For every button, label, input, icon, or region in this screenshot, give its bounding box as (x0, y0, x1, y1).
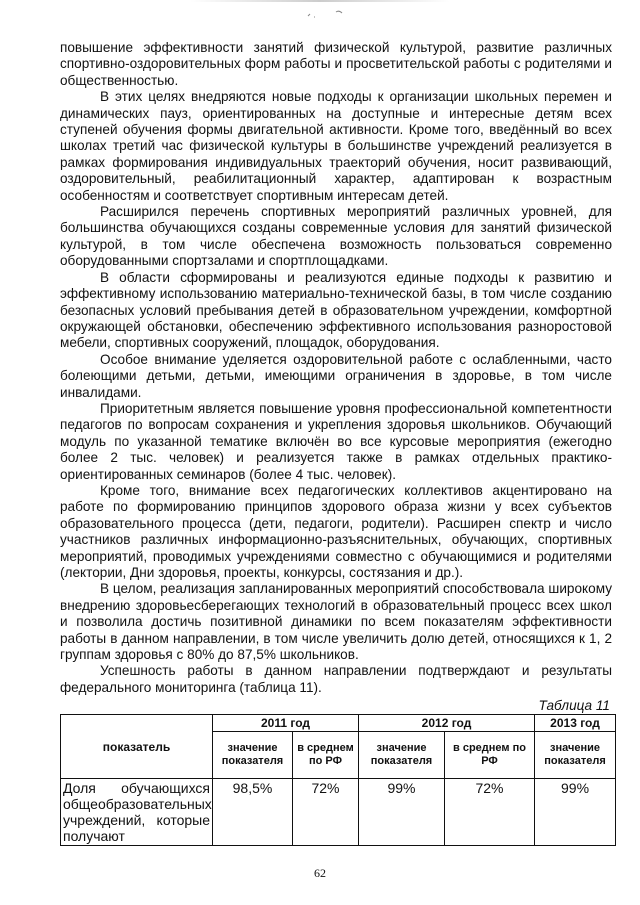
year-header-2013: 2013 год (535, 715, 616, 732)
paragraph: Успешность работы в данном направлении подтверждают и результаты федерального мониторинга (таблица 11). (60, 663, 612, 695)
stats-table (60, 714, 616, 846)
body-text (60, 40, 612, 696)
year-header-2011: 2011 год (213, 715, 359, 732)
paragraph: Расширился перечень спортивных мероприятий различных уровней, для большинства обучающихся созданы современные условия для занятий физической культурой, в том числе обеспечена возможность пользоваться современно оборудованными спортзалами и спортплощадками. (60, 204, 612, 269)
subheader-value-2011: значение показателя (213, 732, 293, 779)
document-page (60, 40, 612, 846)
indicator-header: показатель (61, 715, 213, 779)
table-cell: 72% (445, 779, 535, 846)
subheader-value-2013: значение показателя (535, 732, 616, 779)
table-row (61, 779, 616, 846)
table-cell: 99% (535, 779, 616, 846)
table-cell: 72% (293, 779, 359, 846)
paragraph: В целом, реализация запланированных мероприятий способствовала широкому внедрению здоровьесберегающих технологий в образовательный процесс всех школ и позволила достичь позитивной динамики по всем показателям эффективности работы в данном направлении, в том числе увеличить долю детей, относящихся к 1, 2 группам здоровья с 80% до 87,5% школьников. (60, 581, 612, 663)
year-header-2012: 2012 год (359, 715, 535, 732)
paragraph: Приоритетным является повышение уровня профессиональной компетентности педагогов по вопросам сохранения и укрепления здоровья школьников. Обучающий модуль по указанной тематике включён во все курсовые мероприятия (ежегодно более 2 тыс. человек) и реализуется также в рамках отдельных практико-ориентированных семинаров (более 4 тыс. человек). (60, 400, 612, 482)
row-label: Доля обучающихся общеобразовательных учреждений, которые получают (61, 779, 213, 846)
subheader-value-2012: значение показателя (359, 732, 445, 779)
paragraph: В этих целях внедряются новые подходы к организации школьных перемен и динамических пауз, ориентированных на доступные и интересные детям всех ступеней обучения формы двигательной активности. Кроме того, введённый во всех школах третий час физической культуры в большинстве учреждений реализуется в рамках формирования индивидуальных траекторий обучения, носит развивающий, оздоровительный, реабилитационный характер, адаптирован к возрастным особенностям и соответствует спортивным интересам детей. (60, 89, 612, 203)
table-cell: 98,5% (213, 779, 293, 846)
scan-mark-icon (306, 8, 346, 20)
paragraph: В области сформированы и реализуются единые подходы к развитию и эффективному использованию материально-технической базы, в том числе созданию безопасных условий пребывания детей в образовательном учреждении, комфортной окружающей обстановки, обеспечению эффективного использования разноростовой мебели, спортивных сооружений, площадок, оборудования. (60, 269, 612, 351)
page-number: 62 (314, 866, 326, 880)
table-cell: 99% (359, 779, 445, 846)
paragraph: Особое внимание уделяется оздоровительной работе с ослабленными, часто болеющими детьми, детьми, имеющими ограничения в здоровье, в том числе инвалидами. (60, 351, 612, 400)
paragraph: Кроме того, внимание всех педагогических коллективов акцентировано на работе по формированию принципов здорового образа жизни у всех субъектов образовательного процесса (дети, педагоги, родители). Расширен спектр и число участников различных информационно-разъяснительных, обучающих, спортивных мероприятий, проводимых учреждениями совместно с обучающимися и родителями (лектории, Дни здоровья, проекты, конкурсы, состязания и др.). (60, 482, 612, 580)
scan-edge (190, 0, 450, 2)
subheader-avg-2011: в среднем по РФ (293, 732, 359, 779)
paragraph: повышение эффективности занятий физической культурой, развитие различных спортивно-оздоровительных форм работы и просветительской работы с родителями и общественностью. (60, 40, 612, 88)
subheader-avg-2012: в среднем по РФ (445, 732, 535, 779)
table-caption: Таблица 11 (538, 698, 610, 714)
